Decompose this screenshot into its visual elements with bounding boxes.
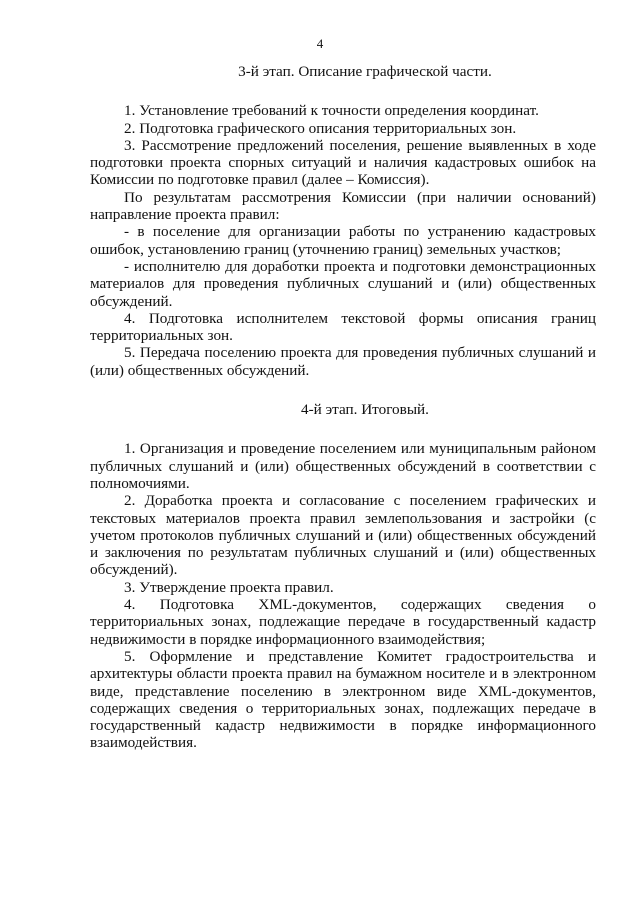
stage-3-bullet-contractor: - исполнителю для доработки проекта и подготовки демонстрационных материалов для проведения публичных слушаний и (или) общественных обсуждений. (90, 257, 596, 310)
stage-3-item-4: 4. Подготовка исполнителем текстовой формы описания границ территориальных зон. (90, 309, 596, 345)
stage-4-item-5: 5. Оформление и представление Комитет градостроительства и архитектуры области проекта правил на бумажном носителе и в электронном виде, представление поселению в электронном виде XML-документов, содержащих сведения о территориальных зонах, подлежащих передаче в государственный кадастр недвижимости в порядке информационного взаимодействия. (90, 647, 596, 752)
stage-4-heading: 4-й этап. Итоговый. (301, 401, 429, 419)
stage-3-commission-result: По результатам рассмотрения Комиссии (при наличии оснований) направление проекта правил: (90, 188, 596, 224)
stage-4-section (90, 440, 596, 751)
stage-3-item-2: 2. Подготовка графического описания территориальных зон. (124, 119, 517, 137)
stage-3-section (90, 102, 596, 379)
stage-3-item-1: 1. Установление требований к точности определения координат. (124, 102, 539, 120)
page-number: 4 (316, 36, 324, 51)
stage-4-item-2: 2. Доработка проекта и согласование с поселением графических и текстовых материалов проекта правил землепользования и застройки (с учетом протоколов публичных слушаний и (или) общественных обсуждений и заключения по результатам публичных слушаний и (или) общественных обсуждений). (90, 492, 596, 579)
stage-3-item-5: 5. Передача поселению проекта для проведения публичных слушаний и (или) общественных обсуждений. (90, 344, 596, 379)
stage-3-heading: 3-й этап. Описание графической части. (238, 63, 492, 80)
stage-4-item-4: 4. Подготовка XML-документов, содержащих сведения о территориальных зонах, подлежащие передаче в государственный кадастр недвижимости в порядке информационного взаимодействия; (90, 596, 596, 648)
stage-3-item-3: 3. Рассмотрение предложений поселения, решение выявленных в ходе подготовки проекта спорных ситуаций и наличия кадастровых ошибок на Комиссии по подготовке правил (далее – Комиссия). (90, 136, 596, 189)
stage-4-item-1: 1. Организация и проведение поселением или муниципальным районом публичных слушаний и (или) общественных обсуждений в соответствии с полномочиями. (90, 440, 596, 492)
stage-3-bullet-settlement: - в поселение для организации работы по устранению кадастровых ошибок, установлению границ (уточнению границ) земельных участков; (90, 223, 596, 258)
stage-4-item-3: 3. Утверждение проекта правил. (124, 578, 334, 596)
document-body (90, 63, 596, 752)
